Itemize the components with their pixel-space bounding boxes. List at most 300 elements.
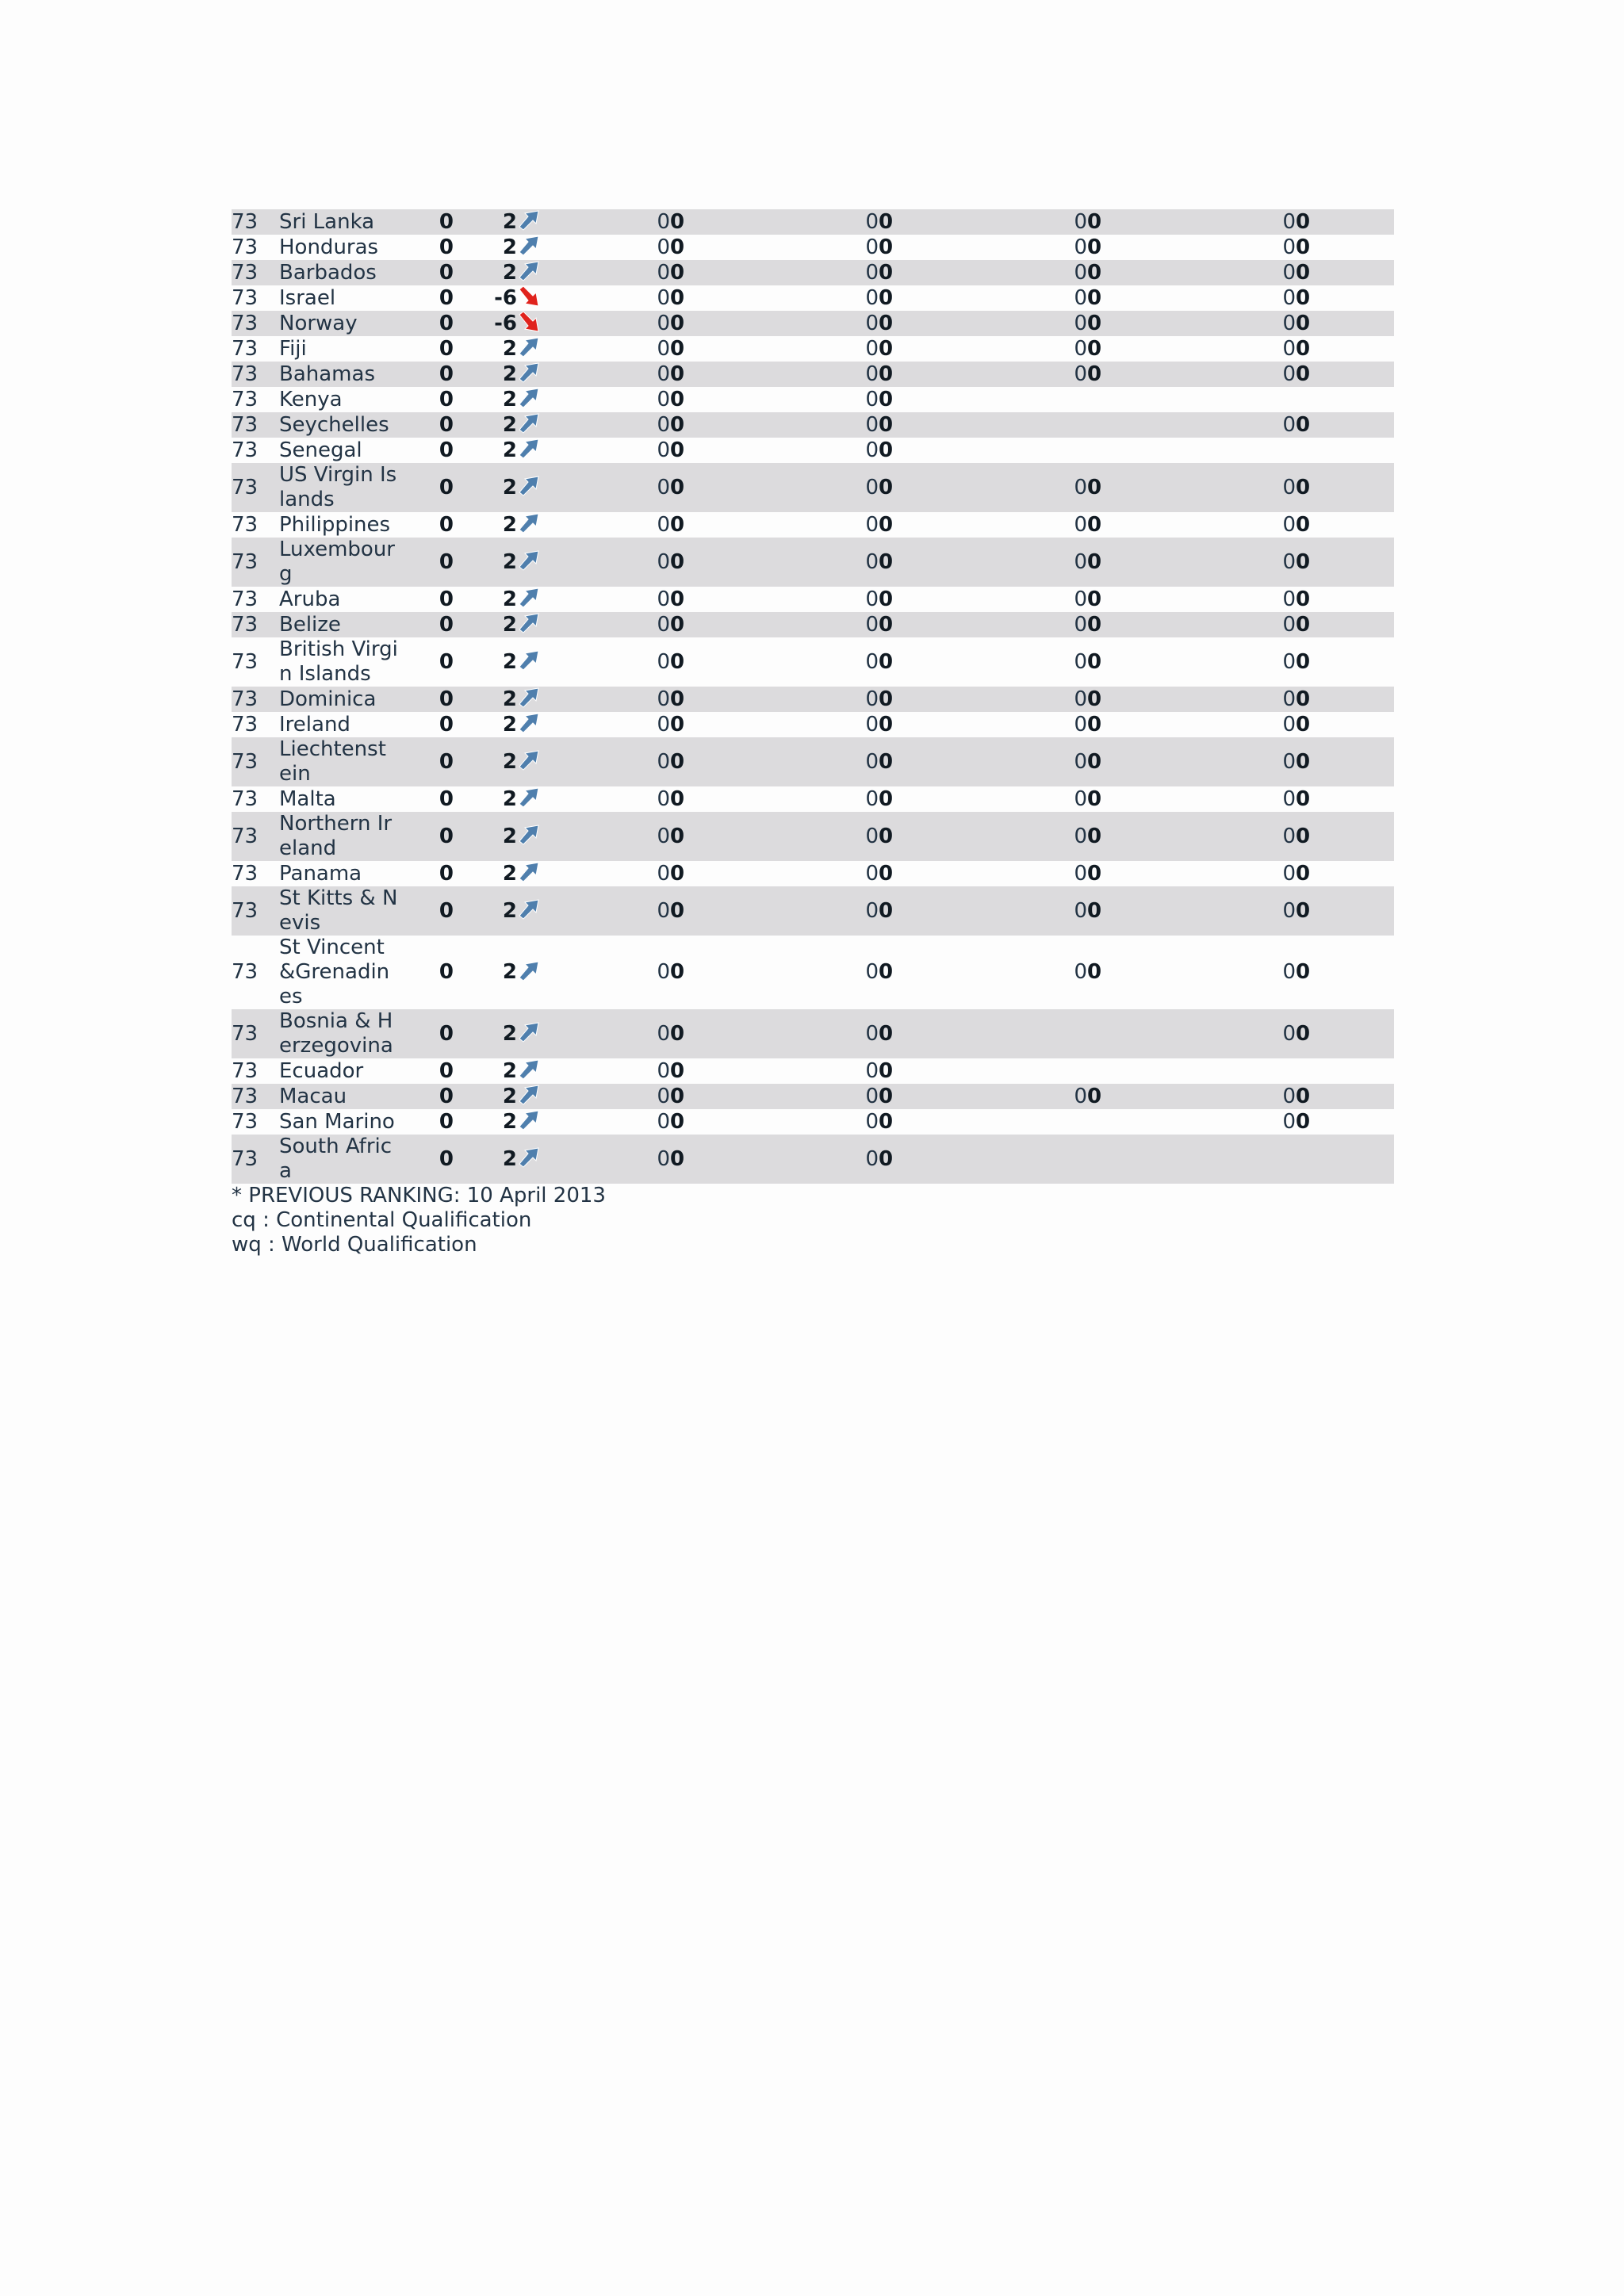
change-cell: 2 xyxy=(454,936,517,1009)
change-cell: 2 xyxy=(454,687,517,712)
arrow-down-right-icon xyxy=(517,311,541,333)
cell-8: 0 xyxy=(1296,336,1394,362)
cell-6: 0 xyxy=(1087,362,1198,387)
country-cell xyxy=(279,362,422,387)
country-name: British Virgin Islands xyxy=(279,637,398,686)
points-cell: 0 xyxy=(422,209,454,235)
cell-3: 0 xyxy=(781,285,879,311)
cell-1: 0 xyxy=(573,362,670,387)
cell-5: 0 xyxy=(990,260,1087,285)
cell-3: 0 xyxy=(781,538,879,587)
cell-2: 0 xyxy=(670,538,781,587)
cell-3: 0 xyxy=(781,936,879,1009)
cell-3: 0 xyxy=(781,336,879,362)
points-cell: 0 xyxy=(422,463,454,512)
country-name: Bahamas xyxy=(279,362,375,386)
cell-8: 0 xyxy=(1296,285,1394,311)
cell-4: 0 xyxy=(879,1084,990,1109)
cq-legend: cq : Continental Qualification xyxy=(232,1208,532,1232)
table-row xyxy=(232,587,1394,612)
change-cell: 2 xyxy=(454,412,517,438)
cell-5: 0 xyxy=(990,737,1087,786)
table-row xyxy=(232,538,1394,587)
table-row xyxy=(232,311,1394,336)
arrow-up-right-icon xyxy=(517,749,541,771)
cell-5: 0 xyxy=(990,612,1087,637)
wq-legend: wq : World Qualification xyxy=(232,1233,477,1257)
country-cell xyxy=(279,786,422,812)
table-row xyxy=(232,886,1394,936)
country-name: St Vincent &Grenadines xyxy=(279,936,390,1008)
table-row xyxy=(232,260,1394,285)
cell-8: 0 xyxy=(1296,362,1394,387)
rank-cell: 73 xyxy=(232,786,279,812)
cell-8 xyxy=(1296,387,1394,412)
change-cell: 2 xyxy=(454,538,517,587)
cell-7: 0 xyxy=(1198,285,1296,311)
trend-cell xyxy=(517,1009,573,1058)
cell-3: 0 xyxy=(781,861,879,886)
cell-1: 0 xyxy=(573,1009,670,1058)
points-cell: 0 xyxy=(422,786,454,812)
cell-8 xyxy=(1296,1058,1394,1084)
trend-cell xyxy=(517,538,573,587)
cell-7: 0 xyxy=(1198,1009,1296,1058)
cell-2: 0 xyxy=(670,311,781,336)
cell-4: 0 xyxy=(879,1109,990,1135)
points-cell: 0 xyxy=(422,311,454,336)
cell-7: 0 xyxy=(1198,1084,1296,1109)
rank-cell: 73 xyxy=(232,438,279,463)
country-name: Israel xyxy=(279,285,336,310)
cell-8 xyxy=(1296,1135,1394,1184)
points-cell: 0 xyxy=(422,737,454,786)
cell-7: 0 xyxy=(1198,260,1296,285)
cell-4: 0 xyxy=(879,1058,990,1084)
country-cell xyxy=(279,438,422,463)
cell-2: 0 xyxy=(670,362,781,387)
arrow-up-right-icon xyxy=(517,612,541,634)
change-cell: 2 xyxy=(454,1084,517,1109)
country-cell xyxy=(279,412,422,438)
change-cell: 2 xyxy=(454,1135,517,1184)
cell-5: 0 xyxy=(990,712,1087,737)
cell-8: 0 xyxy=(1296,936,1394,1009)
cell-2: 0 xyxy=(670,336,781,362)
trend-cell xyxy=(517,438,573,463)
cell-4: 0 xyxy=(879,362,990,387)
cell-1: 0 xyxy=(573,387,670,412)
cell-6 xyxy=(1087,1109,1198,1135)
table-row xyxy=(232,362,1394,387)
cell-4: 0 xyxy=(879,512,990,538)
cell-1: 0 xyxy=(573,209,670,235)
change-cell: 2 xyxy=(454,336,517,362)
table-row xyxy=(232,936,1394,1009)
country-name: Fiji xyxy=(279,336,307,361)
cell-3: 0 xyxy=(781,712,879,737)
cell-6: 0 xyxy=(1087,737,1198,786)
cell-1: 0 xyxy=(573,1135,670,1184)
cell-5: 0 xyxy=(990,285,1087,311)
cell-7: 0 xyxy=(1198,737,1296,786)
rank-cell: 73 xyxy=(232,209,279,235)
cell-6: 0 xyxy=(1087,612,1198,637)
country-name: Norway xyxy=(279,311,358,335)
cell-1: 0 xyxy=(573,538,670,587)
country-name: Panama xyxy=(279,861,362,886)
trend-cell xyxy=(517,463,573,512)
cell-8: 0 xyxy=(1296,1109,1394,1135)
cell-3: 0 xyxy=(781,235,879,260)
cell-8: 0 xyxy=(1296,612,1394,637)
cell-6 xyxy=(1087,387,1198,412)
table-row xyxy=(232,1135,1394,1184)
cell-5: 0 xyxy=(990,362,1087,387)
cell-5 xyxy=(990,1009,1087,1058)
change-cell: -6 xyxy=(454,285,517,311)
table-row xyxy=(232,737,1394,786)
cell-7: 0 xyxy=(1198,463,1296,512)
cell-2: 0 xyxy=(670,687,781,712)
arrow-up-right-icon xyxy=(517,1058,541,1081)
cell-1: 0 xyxy=(573,260,670,285)
cell-1: 0 xyxy=(573,336,670,362)
trend-cell xyxy=(517,512,573,538)
country-cell xyxy=(279,387,422,412)
trend-cell xyxy=(517,235,573,260)
cell-4: 0 xyxy=(879,209,990,235)
rank-cell: 73 xyxy=(232,936,279,1009)
change-cell: 2 xyxy=(454,1009,517,1058)
cell-3: 0 xyxy=(781,209,879,235)
cell-5: 0 xyxy=(990,209,1087,235)
country-name: South Africa xyxy=(279,1135,393,1183)
trend-cell xyxy=(517,336,573,362)
cell-4: 0 xyxy=(879,737,990,786)
cell-3: 0 xyxy=(781,637,879,687)
arrow-up-right-icon xyxy=(517,824,541,846)
country-cell xyxy=(279,886,422,936)
points-cell: 0 xyxy=(422,612,454,637)
ranking-page xyxy=(232,209,1394,1257)
rank-cell: 73 xyxy=(232,362,279,387)
country-name: Kenya xyxy=(279,387,343,411)
cell-8: 0 xyxy=(1296,637,1394,687)
cell-2: 0 xyxy=(670,936,781,1009)
cell-6: 0 xyxy=(1087,512,1198,538)
cell-4: 0 xyxy=(879,336,990,362)
change-cell: 2 xyxy=(454,235,517,260)
cell-1: 0 xyxy=(573,637,670,687)
arrow-up-right-icon xyxy=(517,260,541,282)
table-row xyxy=(232,861,1394,886)
arrow-up-right-icon xyxy=(517,438,541,460)
arrow-up-right-icon xyxy=(517,786,541,809)
cell-7 xyxy=(1198,1135,1296,1184)
points-cell: 0 xyxy=(422,1109,454,1135)
cell-2: 0 xyxy=(670,886,781,936)
cell-1: 0 xyxy=(573,311,670,336)
cell-1: 0 xyxy=(573,512,670,538)
table-row xyxy=(232,712,1394,737)
trend-cell xyxy=(517,260,573,285)
country-cell xyxy=(279,538,422,587)
trend-cell xyxy=(517,812,573,861)
change-cell: 2 xyxy=(454,1058,517,1084)
country-cell xyxy=(279,587,422,612)
cell-2: 0 xyxy=(670,387,781,412)
cell-3: 0 xyxy=(781,1009,879,1058)
cell-8: 0 xyxy=(1296,861,1394,886)
arrow-up-right-icon xyxy=(517,649,541,672)
cell-6: 0 xyxy=(1087,538,1198,587)
cell-1: 0 xyxy=(573,786,670,812)
cell-5: 0 xyxy=(990,463,1087,512)
cell-4: 0 xyxy=(879,463,990,512)
cell-3: 0 xyxy=(781,512,879,538)
table-row xyxy=(232,612,1394,637)
cell-1: 0 xyxy=(573,438,670,463)
cell-8: 0 xyxy=(1296,209,1394,235)
cell-2: 0 xyxy=(670,1084,781,1109)
cell-3: 0 xyxy=(781,786,879,812)
table-row xyxy=(232,336,1394,362)
cell-1: 0 xyxy=(573,712,670,737)
cell-5: 0 xyxy=(990,886,1087,936)
cell-4: 0 xyxy=(879,886,990,936)
previous-ranking-note: * PREVIOUS RANKING: 10 April 2013 xyxy=(232,1184,606,1207)
cell-3: 0 xyxy=(781,362,879,387)
cell-1: 0 xyxy=(573,1058,670,1084)
change-cell: 2 xyxy=(454,1109,517,1135)
arrow-up-right-icon xyxy=(517,861,541,883)
cell-1: 0 xyxy=(573,612,670,637)
cell-4: 0 xyxy=(879,260,990,285)
country-cell xyxy=(279,1009,422,1058)
country-name: Macau xyxy=(279,1084,347,1108)
change-cell: 2 xyxy=(454,362,517,387)
cell-7: 0 xyxy=(1198,936,1296,1009)
country-cell xyxy=(279,336,422,362)
country-cell xyxy=(279,235,422,260)
country-cell xyxy=(279,812,422,861)
trend-cell xyxy=(517,1058,573,1084)
cell-1: 0 xyxy=(573,737,670,786)
cell-7 xyxy=(1198,438,1296,463)
cell-6: 0 xyxy=(1087,260,1198,285)
change-cell: 2 xyxy=(454,463,517,512)
change-cell: -6 xyxy=(454,311,517,336)
table-row xyxy=(232,637,1394,687)
cell-5: 0 xyxy=(990,538,1087,587)
cell-8: 0 xyxy=(1296,235,1394,260)
cell-3: 0 xyxy=(781,612,879,637)
table-row xyxy=(232,387,1394,412)
cell-3: 0 xyxy=(781,886,879,936)
trend-cell xyxy=(517,285,573,311)
points-cell: 0 xyxy=(422,886,454,936)
cell-6: 0 xyxy=(1087,861,1198,886)
arrow-up-right-icon xyxy=(517,512,541,534)
cell-6 xyxy=(1087,1009,1198,1058)
country-name: Malta xyxy=(279,786,336,811)
cell-6: 0 xyxy=(1087,285,1198,311)
country-name: San Marino xyxy=(279,1109,395,1134)
points-cell: 0 xyxy=(422,637,454,687)
points-cell: 0 xyxy=(422,412,454,438)
cell-6 xyxy=(1087,438,1198,463)
cell-2: 0 xyxy=(670,235,781,260)
cell-7: 0 xyxy=(1198,512,1296,538)
cell-7 xyxy=(1198,1058,1296,1084)
country-cell xyxy=(279,637,422,687)
cell-1: 0 xyxy=(573,687,670,712)
cell-5: 0 xyxy=(990,687,1087,712)
change-cell: 2 xyxy=(454,209,517,235)
rank-cell: 73 xyxy=(232,260,279,285)
arrow-up-right-icon xyxy=(517,960,541,982)
arrow-up-right-icon xyxy=(517,1109,541,1131)
country-name: Dominica xyxy=(279,687,377,711)
points-cell: 0 xyxy=(422,512,454,538)
cell-4: 0 xyxy=(879,438,990,463)
trend-cell xyxy=(517,936,573,1009)
cell-4: 0 xyxy=(879,387,990,412)
cell-7: 0 xyxy=(1198,712,1296,737)
trend-cell xyxy=(517,712,573,737)
cell-4: 0 xyxy=(879,637,990,687)
table-row xyxy=(232,1084,1394,1109)
trend-cell xyxy=(517,687,573,712)
rank-cell: 73 xyxy=(232,1109,279,1135)
cell-8: 0 xyxy=(1296,463,1394,512)
points-cell: 0 xyxy=(422,1058,454,1084)
change-cell: 2 xyxy=(454,737,517,786)
points-cell: 0 xyxy=(422,538,454,587)
points-cell: 0 xyxy=(422,1084,454,1109)
cell-4: 0 xyxy=(879,612,990,637)
cell-2: 0 xyxy=(670,412,781,438)
cell-5 xyxy=(990,1058,1087,1084)
points-cell: 0 xyxy=(422,362,454,387)
rank-cell: 73 xyxy=(232,1084,279,1109)
cell-2: 0 xyxy=(670,786,781,812)
country-name: Bosnia & Herzegovina xyxy=(279,1009,393,1058)
table-row xyxy=(232,209,1394,235)
trend-cell xyxy=(517,1109,573,1135)
points-cell: 0 xyxy=(422,260,454,285)
cell-2: 0 xyxy=(670,512,781,538)
cell-4: 0 xyxy=(879,311,990,336)
cell-1: 0 xyxy=(573,412,670,438)
country-cell xyxy=(279,687,422,712)
arrow-down-right-icon xyxy=(517,285,541,308)
cell-4: 0 xyxy=(879,1135,990,1184)
rank-cell: 73 xyxy=(232,587,279,612)
cell-2: 0 xyxy=(670,285,781,311)
cell-5: 0 xyxy=(990,336,1087,362)
trend-cell xyxy=(517,737,573,786)
rank-cell: 73 xyxy=(232,311,279,336)
country-name: Seychelles xyxy=(279,412,389,437)
rank-cell: 73 xyxy=(232,1009,279,1058)
change-cell: 2 xyxy=(454,438,517,463)
cell-7: 0 xyxy=(1198,209,1296,235)
cell-1: 0 xyxy=(573,463,670,512)
cell-3: 0 xyxy=(781,1109,879,1135)
points-cell: 0 xyxy=(422,235,454,260)
cell-7: 0 xyxy=(1198,812,1296,861)
cell-2: 0 xyxy=(670,1135,781,1184)
country-name: Ireland xyxy=(279,712,350,737)
country-name: Northern Ireland xyxy=(279,812,393,860)
cell-4: 0 xyxy=(879,786,990,812)
table-row xyxy=(232,412,1394,438)
cell-7 xyxy=(1198,387,1296,412)
cell-6: 0 xyxy=(1087,235,1198,260)
points-cell: 0 xyxy=(422,1135,454,1184)
cell-2: 0 xyxy=(670,463,781,512)
cell-1: 0 xyxy=(573,812,670,861)
change-cell: 2 xyxy=(454,637,517,687)
footnotes xyxy=(232,1184,1394,1257)
cell-4: 0 xyxy=(879,861,990,886)
rank-cell: 73 xyxy=(232,687,279,712)
cell-5: 0 xyxy=(990,512,1087,538)
country-cell xyxy=(279,712,422,737)
cell-8: 0 xyxy=(1296,1009,1394,1058)
cell-1: 0 xyxy=(573,1109,670,1135)
cell-8: 0 xyxy=(1296,587,1394,612)
cell-3: 0 xyxy=(781,812,879,861)
cell-6: 0 xyxy=(1087,936,1198,1009)
change-cell: 2 xyxy=(454,812,517,861)
cell-3: 0 xyxy=(781,687,879,712)
cell-2: 0 xyxy=(670,1109,781,1135)
cell-5: 0 xyxy=(990,812,1087,861)
cell-7: 0 xyxy=(1198,637,1296,687)
arrow-up-right-icon xyxy=(517,362,541,384)
points-cell: 0 xyxy=(422,387,454,412)
country-name: Senegal xyxy=(279,438,362,462)
trend-cell xyxy=(517,612,573,637)
country-name: St Kitts & Nevis xyxy=(279,886,398,935)
cell-8: 0 xyxy=(1296,812,1394,861)
rank-cell: 73 xyxy=(232,612,279,637)
country-cell xyxy=(279,285,422,311)
cell-2: 0 xyxy=(670,612,781,637)
country-name: Ecuador xyxy=(279,1058,364,1083)
cell-7: 0 xyxy=(1198,235,1296,260)
cell-7: 0 xyxy=(1198,587,1296,612)
trend-cell xyxy=(517,311,573,336)
rank-cell: 73 xyxy=(232,886,279,936)
cell-3: 0 xyxy=(781,1084,879,1109)
cell-6: 0 xyxy=(1087,587,1198,612)
country-cell xyxy=(279,861,422,886)
cell-8: 0 xyxy=(1296,1084,1394,1109)
cell-7: 0 xyxy=(1198,538,1296,587)
cell-6: 0 xyxy=(1087,812,1198,861)
country-cell xyxy=(279,936,422,1009)
trend-cell xyxy=(517,387,573,412)
trend-cell xyxy=(517,886,573,936)
cell-6: 0 xyxy=(1087,886,1198,936)
cell-6: 0 xyxy=(1087,463,1198,512)
cell-5 xyxy=(990,387,1087,412)
cell-6: 0 xyxy=(1087,712,1198,737)
